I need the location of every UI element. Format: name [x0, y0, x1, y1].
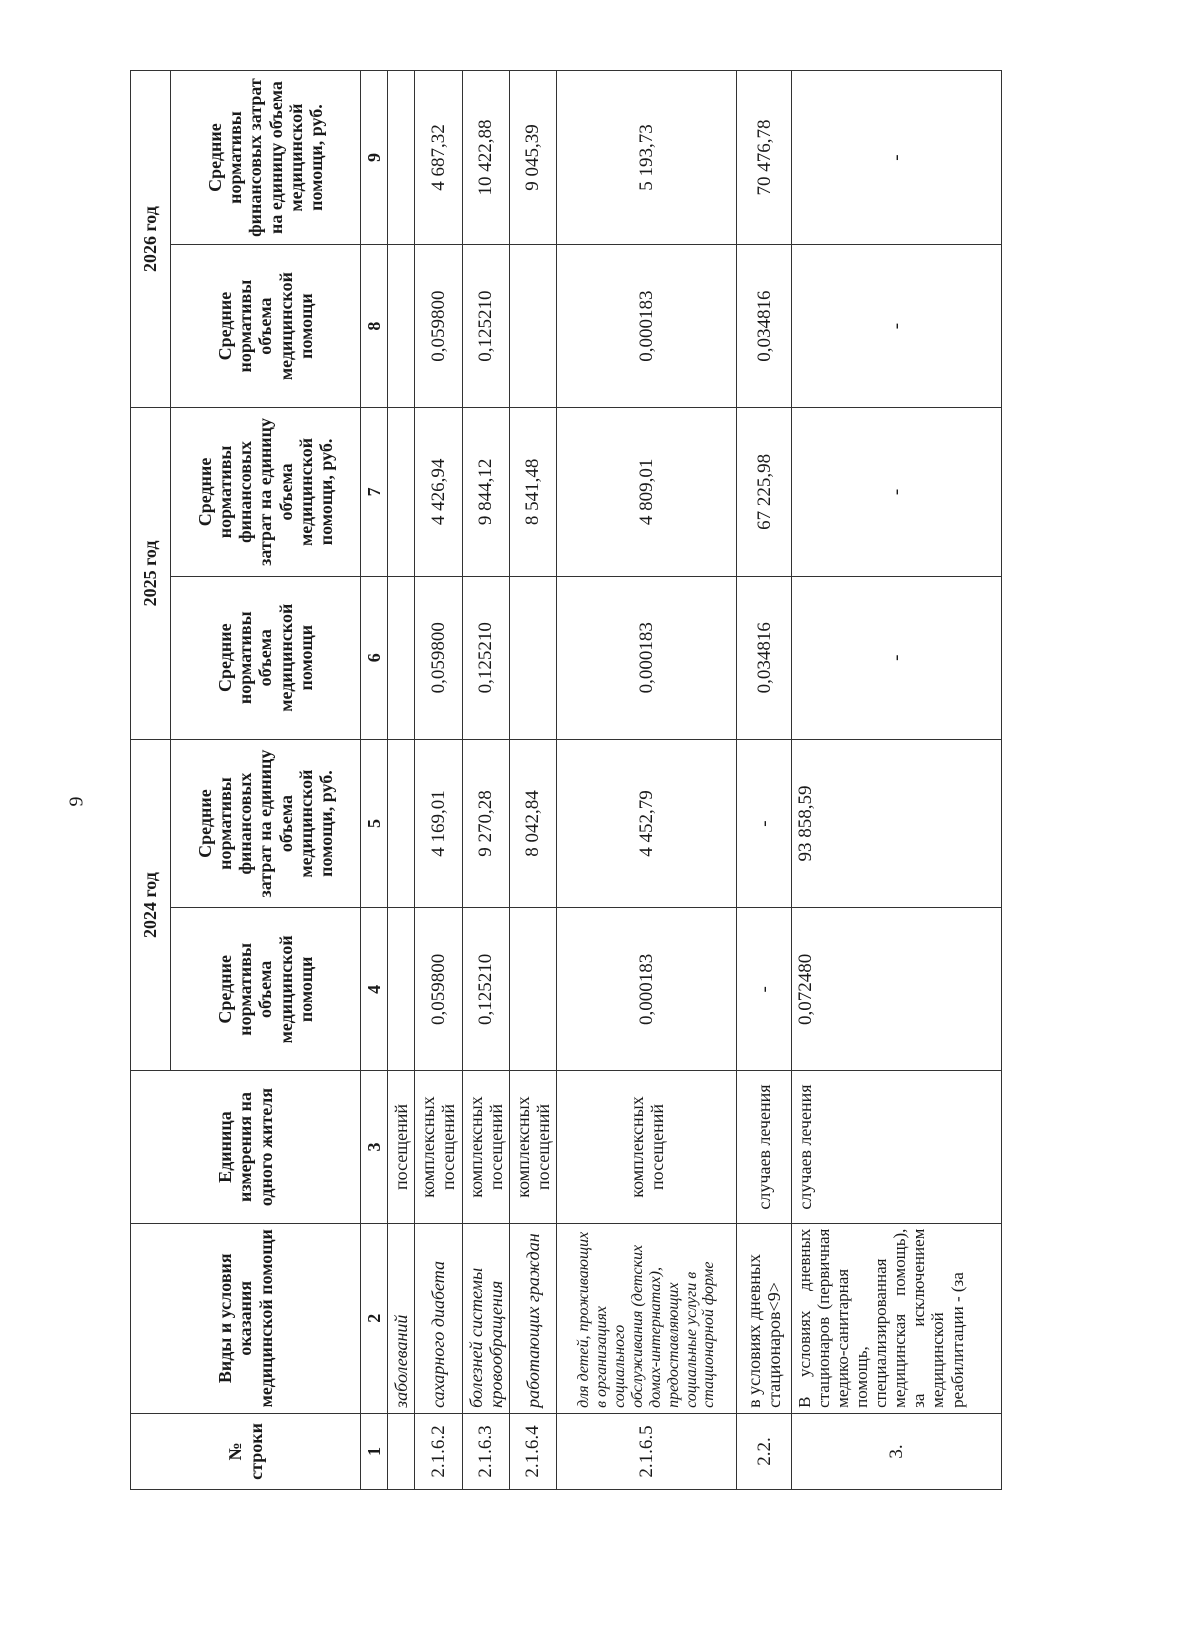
unit: комплексных посещений	[557, 1071, 737, 1223]
row-number: 2.1.6.3	[462, 1413, 509, 1489]
header-year-2024: 2024 год	[131, 739, 171, 1071]
header-volume-2025: Средние нормативы объема медицинской помощи	[171, 576, 361, 739]
cost-2026: 10 422,88	[462, 71, 509, 245]
cost-2026: 5 193,73	[557, 71, 737, 245]
volume-2024: 0,000183	[557, 908, 737, 1071]
header-cost-2026: Средние нормативы финансовых затрат на единицу объема медицинской помощи, руб.	[171, 71, 361, 245]
volume-2026: 0,034816	[737, 245, 792, 408]
care-type: в условиях дневных стационаров<9>	[737, 1223, 792, 1413]
header-cost-2025: Средние нормативы финансовых затрат на единицу объема медицинской помощи, руб.	[171, 408, 361, 577]
unit: посещений	[388, 1071, 415, 1223]
care-type: работающих граждан	[509, 1223, 556, 1413]
care-type: болезней системы кровообращения	[462, 1223, 509, 1413]
table-row	[415, 71, 462, 1490]
volume-2026: 0,059800	[415, 245, 462, 408]
volume-2025	[388, 576, 415, 739]
volume-2025	[509, 576, 556, 739]
header-row-number: № строки	[131, 1413, 361, 1489]
unit: комплексных посещений	[462, 1071, 509, 1223]
col-number-5: 5	[361, 739, 388, 908]
volume-2025: 0,125210	[462, 576, 509, 739]
cost-2025: 4 426,94	[415, 408, 462, 577]
volume-2024	[388, 908, 415, 1071]
care-type: для детей, проживающих в организациях социального обслуживания (детских домах-интернатах), предоставляющих социальные услуги в стационарной форме	[557, 1223, 737, 1413]
col-number-4: 4	[361, 908, 388, 1071]
care-type: сахарного диабета	[415, 1223, 462, 1413]
cost-2026	[388, 71, 415, 245]
volume-2024: 0,059800	[415, 908, 462, 1071]
cost-2025: 8 541,48	[509, 408, 556, 577]
volume-2024: -	[737, 908, 792, 1071]
cost-2026: 4 687,32	[415, 71, 462, 245]
header-volume-2024: Средние нормативы объема медицинской помощи	[171, 908, 361, 1071]
cost-2024: 8 042,84	[509, 739, 556, 908]
cost-2025: 67 225,98	[737, 408, 792, 577]
cost-2024: 9 270,28	[462, 739, 509, 908]
col-number-7: 7	[361, 408, 388, 577]
row-number: 2.1.6.5	[557, 1413, 737, 1489]
volume-2026: 0,000183	[557, 245, 737, 408]
header-year-2025: 2025 год	[131, 408, 171, 740]
header-care-type: Виды и условия оказания медицинской помощи	[131, 1223, 361, 1413]
volume-2025: 0,059800	[415, 576, 462, 739]
page-number: 9	[65, 796, 88, 807]
header-unit: Единица измерения на одного жителя	[131, 1071, 361, 1223]
medical-care-norms-table	[130, 70, 1002, 1490]
cost-2025: -	[792, 408, 1002, 577]
table-row	[509, 71, 556, 1490]
volume-2024: 0,125210	[462, 908, 509, 1071]
volume-2026	[509, 245, 556, 408]
header-year-2026: 2026 год	[131, 71, 171, 408]
cost-2025: 9 844,12	[462, 408, 509, 577]
col-number-2: 2	[361, 1223, 388, 1413]
table-row	[557, 71, 737, 1490]
unit: случаев лечения	[792, 1071, 1002, 1223]
cost-2026: 70 476,78	[737, 71, 792, 245]
col-number-9: 9	[361, 71, 388, 245]
volume-2025: 0,034816	[737, 576, 792, 739]
volume-2026	[388, 245, 415, 408]
cost-2026: -	[792, 71, 1002, 245]
cost-2026: 9 045,39	[509, 71, 556, 245]
rotated-table-wrapper	[130, 70, 967, 1490]
unit: комплексных посещений	[415, 1071, 462, 1223]
volume-2026: 0,125210	[462, 245, 509, 408]
table-row	[388, 71, 415, 1490]
col-number-3: 3	[361, 1071, 388, 1223]
row-number: 3.	[792, 1413, 1002, 1489]
volume-2025: -	[792, 576, 1002, 739]
table-row	[737, 71, 792, 1490]
row-number: 2.1.6.2	[415, 1413, 462, 1489]
unit: случаев лечения	[737, 1071, 792, 1223]
volume-2025: 0,000183	[557, 576, 737, 739]
volume-2024: 0,072480	[792, 908, 1002, 1071]
cost-2024: -	[737, 739, 792, 908]
care-type: В условиях дневных стационаров (первичная медико-санитарная помощь, специализированная медицинская помощь), за исключением медицинской реабилитации - (за	[792, 1223, 1002, 1413]
cost-2024: 4 452,79	[557, 739, 737, 908]
col-number-1: 1	[361, 1413, 388, 1489]
cost-2025: 4 809,01	[557, 408, 737, 577]
table-row	[792, 71, 1002, 1490]
cost-2024	[388, 739, 415, 908]
care-type: заболеваний	[388, 1223, 415, 1413]
row-number	[388, 1413, 415, 1489]
volume-2026: -	[792, 245, 1002, 408]
row-number: 2.2.	[737, 1413, 792, 1489]
cost-2024: 93 858,59	[792, 739, 1002, 908]
volume-2024	[509, 908, 556, 1071]
cost-2025	[388, 408, 415, 577]
header-volume-2026: Средние нормативы объема медицинской помощи	[171, 245, 361, 408]
header-cost-2024: Средние нормативы финансовых затрат на единицу объема медицинской помощи, руб.	[171, 739, 361, 908]
cost-2024: 4 169,01	[415, 739, 462, 908]
table-row	[462, 71, 509, 1490]
unit: комплексных посещений	[509, 1071, 556, 1223]
col-number-6: 6	[361, 576, 388, 739]
col-number-8: 8	[361, 245, 388, 408]
row-number: 2.1.6.4	[509, 1413, 556, 1489]
